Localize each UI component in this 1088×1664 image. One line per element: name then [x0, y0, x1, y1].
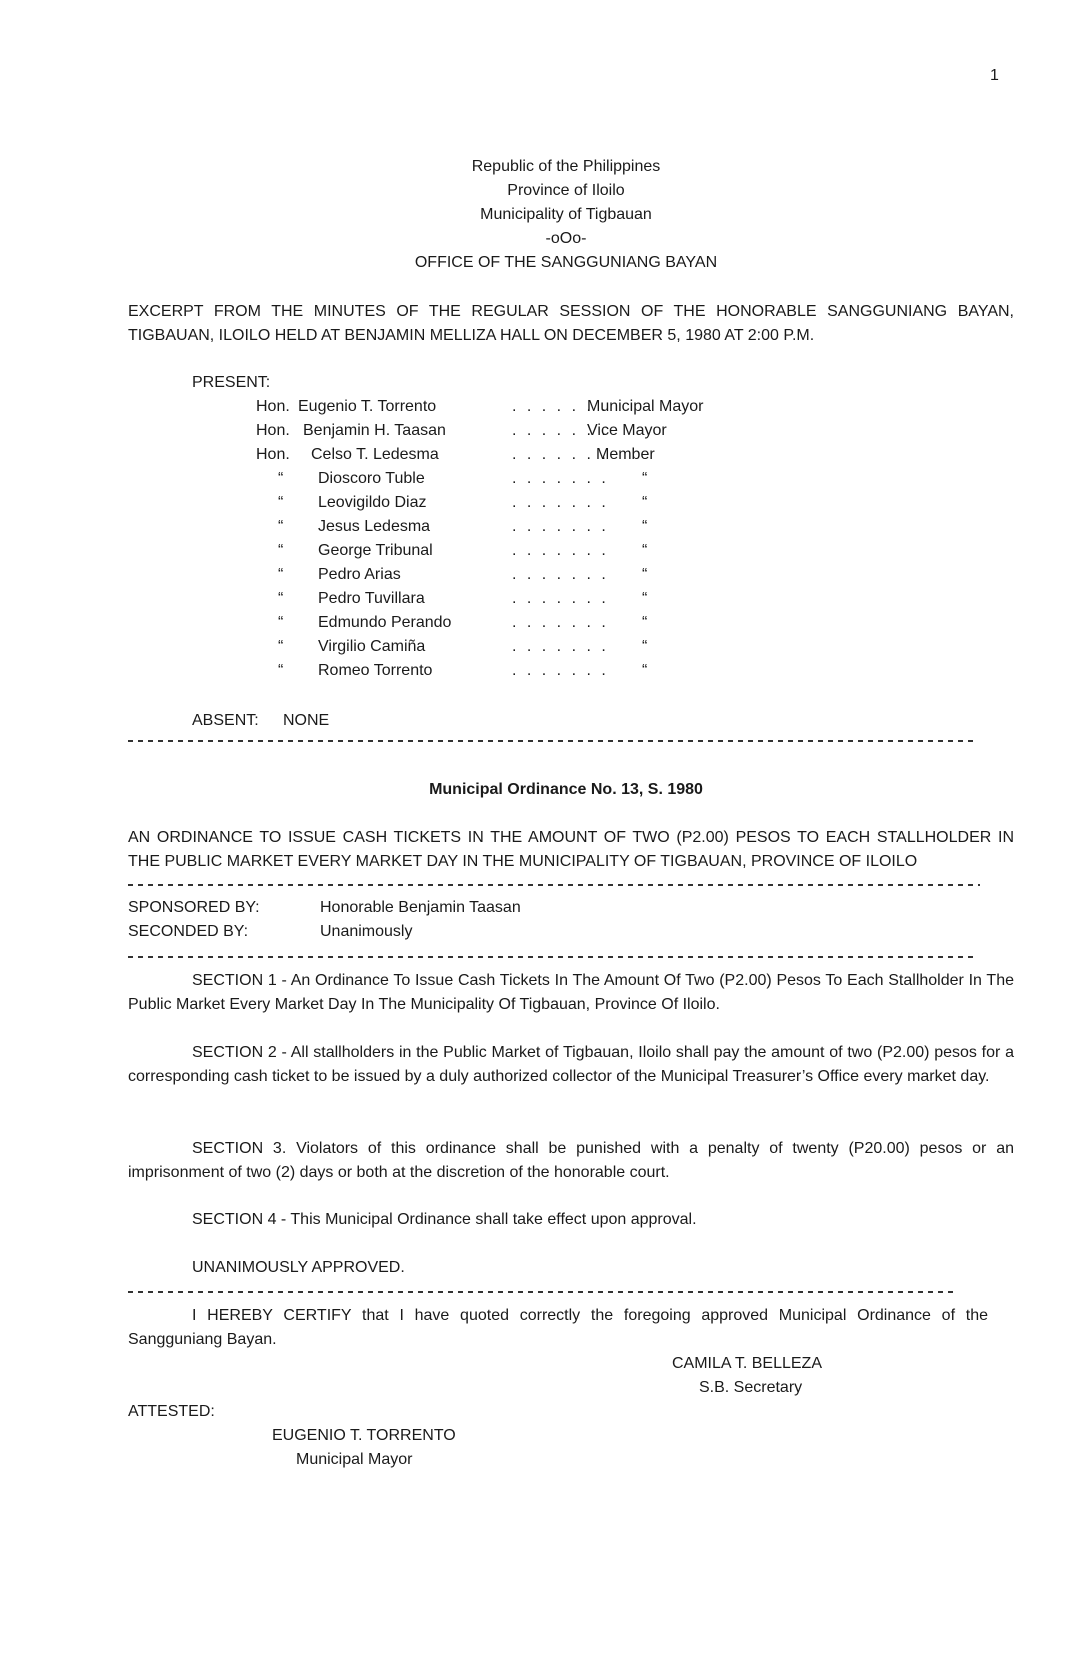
member-prefix: “	[278, 518, 284, 535]
member-role: “	[642, 662, 648, 679]
roster-row	[0, 563, 1088, 587]
member-prefix: “	[278, 590, 284, 607]
separator-line	[128, 740, 978, 742]
member-prefix: “	[278, 614, 284, 631]
leader-dots: . . . . . . .	[512, 422, 609, 439]
member-role: “	[642, 542, 648, 559]
member-role: “	[642, 518, 648, 535]
seconded-value: Unanimously	[320, 923, 413, 940]
header-republic: Republic of the Philippines	[471, 158, 661, 175]
secretary-title: S.B. Secretary	[699, 1379, 803, 1396]
section-4: SECTION 4 - This Municipal Ordinance shall take effect upon approval.	[192, 1211, 697, 1228]
member-name: Edmundo Perando	[318, 614, 452, 631]
leader-dots: . . . . . . .	[512, 638, 609, 655]
mayor-title: Municipal Mayor	[296, 1451, 413, 1468]
absent-value: NONE	[283, 712, 330, 729]
member-name: Eugenio T. Torrento	[298, 398, 437, 415]
excerpt-line-1: EXCERPT FROM THE MINUTES OF THE REGULAR SESSION OF THE HONORABLE SANGGUNIANG BAYAN,	[128, 303, 1014, 320]
member-name: Romeo Torrento	[318, 662, 433, 679]
header-office: OFFICE OF THE SANGGUNIANG BAYAN	[414, 254, 718, 271]
leader-dots: . . . . . . .	[512, 566, 609, 583]
member-prefix: “	[278, 566, 284, 583]
member-name: Pedro Tuvillara	[318, 590, 425, 607]
roster-row	[0, 635, 1088, 659]
member-role: “	[642, 470, 648, 487]
member-name: Virgilio Camiña	[318, 638, 426, 655]
mayor-name: EUGENIO T. TORRENTO	[272, 1427, 456, 1444]
member-prefix: “	[278, 662, 284, 679]
roster-row	[0, 443, 1088, 467]
excerpt-line-2: TIGBAUAN, ILOILO HELD AT BENJAMIN MELLIZA HALL ON DECEMBER 5, 1980 AT 2:00 P.M.	[128, 327, 815, 344]
member-prefix: “	[278, 542, 284, 559]
member-role: “	[642, 566, 648, 583]
leader-dots: . . . . . . .	[512, 662, 609, 679]
secretary-name: CAMILA T. BELLEZA	[672, 1355, 822, 1372]
member-prefix: Hon.	[256, 446, 290, 463]
roster-row	[0, 587, 1088, 611]
page-number: 1	[990, 67, 999, 84]
member-name: Jesus Ledesma	[318, 518, 431, 535]
ordinance-subject-line-2: THE PUBLIC MARKET EVERY MARKET DAY IN THE MUNICIPALITY OF TIGBAUAN, PROVINCE OF ILOILO	[128, 853, 918, 870]
roster-row	[0, 659, 1088, 683]
separator-line	[128, 884, 980, 886]
ordinance-subject-line-1: AN ORDINANCE TO ISSUE CASH TICKETS IN THE AMOUNT OF TWO (P2.00) PESOS TO EACH STALLHOLDER IN	[128, 829, 1014, 846]
member-role: “	[642, 638, 648, 655]
section-3: SECTION 3. Violators of this ordinance shall be punished with a penalty of twenty (P20.00) pesos or an imprisonment of two (2) days or both at the discretion of the honorable court.	[128, 1140, 1014, 1181]
member-name: Benjamin H. Taasan	[303, 422, 446, 439]
approval-status: UNANIMOUSLY APPROVED.	[192, 1259, 405, 1276]
attested-label: ATTESTED:	[128, 1403, 215, 1420]
member-role: “	[642, 590, 648, 607]
member-name: Dioscoro Tuble	[318, 470, 425, 487]
member-prefix: “	[278, 494, 284, 511]
roster-row	[0, 539, 1088, 563]
separator-line	[128, 1291, 956, 1293]
present-label: PRESENT:	[192, 374, 271, 391]
ordinance-title: Municipal Ordinance No. 13, S. 1980	[429, 781, 703, 798]
member-prefix: Hon.	[256, 398, 290, 415]
member-prefix: Hon.	[256, 422, 290, 439]
section-1: SECTION 1 - An Ordinance To Issue Cash Tickets In The Amount Of Two (P2.00) Pesos To Each Stallholder In The Public Market Every Market Day In The Municipality Of Tigbauan, Province Of Iloilo.	[128, 972, 1014, 1013]
member-role: Member	[596, 446, 655, 463]
header-province: Province of Iloilo	[507, 182, 625, 199]
separator-line	[128, 956, 978, 958]
leader-dots: . . . . . . .	[512, 398, 609, 415]
member-prefix: “	[278, 470, 284, 487]
leader-dots: . . . . . . .	[512, 614, 609, 631]
member-role: Vice Mayor	[587, 422, 667, 439]
sponsored-label: SPONSORED BY:	[128, 899, 260, 916]
leader-dots: . . . . . . .	[512, 590, 609, 607]
section-2: SECTION 2 - All stallholders in the Public Market of Tigbauan, Iloilo shall pay the amount of two (P2.00) pesos for a corresponding cash ticket to be issued by a duly authorized collector of the Municipal Treasurer’s Office every market day.	[128, 1044, 1014, 1085]
roster-row	[0, 515, 1088, 539]
roster-row	[0, 419, 1088, 443]
sponsored-value: Honorable Benjamin Taasan	[320, 899, 521, 916]
certification-text: I HEREBY CERTIFY that I have quoted correctly the foregoing approved Municipal Ordinance of the Sangguniang Bayan.	[128, 1307, 988, 1348]
member-name: Pedro Arias	[318, 566, 401, 583]
member-role: Municipal Mayor	[587, 398, 704, 415]
member-name: Celso T. Ledesma	[311, 446, 439, 463]
member-name: George Tribunal	[318, 542, 433, 559]
member-role: “	[642, 494, 648, 511]
roster-row	[0, 467, 1088, 491]
roster-row	[0, 491, 1088, 515]
member-role: “	[642, 614, 648, 631]
absent-label: ABSENT:	[192, 712, 259, 729]
roster-row	[0, 395, 1088, 419]
leader-dots: . . . . . . .	[512, 470, 609, 487]
header-ornament: -oOo-	[545, 230, 587, 247]
leader-dots: . . . . . . .	[512, 446, 609, 463]
leader-dots: . . . . . . .	[512, 542, 609, 559]
seconded-label: SECONDED BY:	[128, 923, 249, 940]
member-prefix: “	[278, 638, 284, 655]
roster-row	[0, 611, 1088, 635]
leader-dots: . . . . . . .	[512, 518, 609, 535]
member-name: Leovigildo Diaz	[318, 494, 427, 511]
leader-dots: . . . . . . .	[512, 494, 609, 511]
header-municipality: Municipality of Tigbauan	[480, 206, 652, 223]
